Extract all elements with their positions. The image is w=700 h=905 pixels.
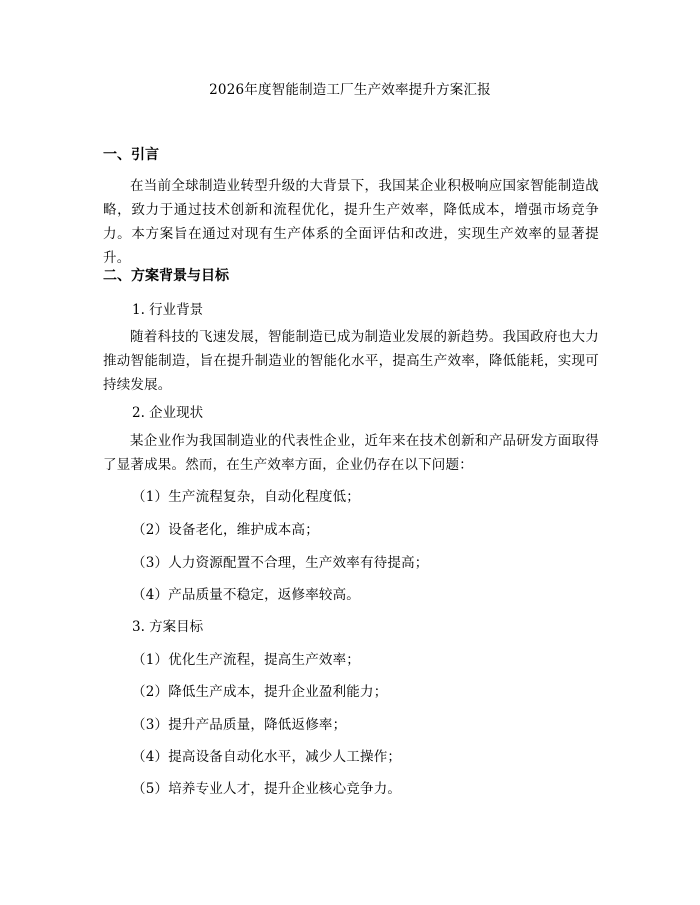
status-issue-item: （1）生产流程复杂，自动化程度低； bbox=[132, 489, 360, 505]
section-heading-background-goals: 二、方案背景与目标 bbox=[103, 268, 229, 284]
subheading-plan-goals: 3. 方案目标 bbox=[132, 619, 204, 635]
document-title: 2026年度智能制造工厂生产效率提升方案汇报 bbox=[209, 82, 491, 98]
industry-background-paragraph: 随着科技的飞速发展，智能制造已成为制造业发展的新趋势。我国政府也大力推动智能制造，旨在提升制造业的智能化水平，提高生产效率，降低能耗，实现可持续发展。 bbox=[103, 329, 599, 393]
section-heading-introduction: 一、引言 bbox=[103, 147, 159, 163]
goal-item: （4）提高设备自动化水平，减少人工操作； bbox=[132, 749, 402, 765]
goal-item: （3）提升产品质量，降低返修率； bbox=[132, 717, 347, 733]
status-issue-item: （2）设备老化，维护成本高； bbox=[132, 522, 319, 538]
subheading-company-status: 2. 企业现状 bbox=[132, 405, 204, 421]
status-issue-item: （3）人力资源配置不合理，生产效率有待提高； bbox=[132, 555, 429, 571]
goal-item: （2）降低生产成本，提升企业盈利能力； bbox=[132, 684, 388, 700]
goal-item: （5）培养专业人才，提升企业核心竞争力。 bbox=[132, 781, 402, 797]
introduction-paragraph: 在当前全球制造业转型升级的大背景下，我国某企业积极响应国家智能制造战略，致力于通过技术创新和流程优化，提升生产效率，降低成本，增强市场竞争力。本方案旨在通过对现有生产体系的全面评估和改进，实现生产效率的显著提升。 bbox=[103, 178, 599, 266]
company-status-paragraph: 某企业作为我国制造业的代表性企业，近年来在技术创新和产品研发方面取得了显著成果。然而，在生产效率方面，企业仍存在以下问题： bbox=[103, 433, 599, 473]
status-issue-item: （4）产品质量不稳定，返修率较高。 bbox=[132, 587, 360, 603]
subheading-industry-background: 1. 行业背景 bbox=[132, 302, 204, 318]
goal-item: （1）优化生产流程，提高生产效率； bbox=[132, 652, 360, 668]
